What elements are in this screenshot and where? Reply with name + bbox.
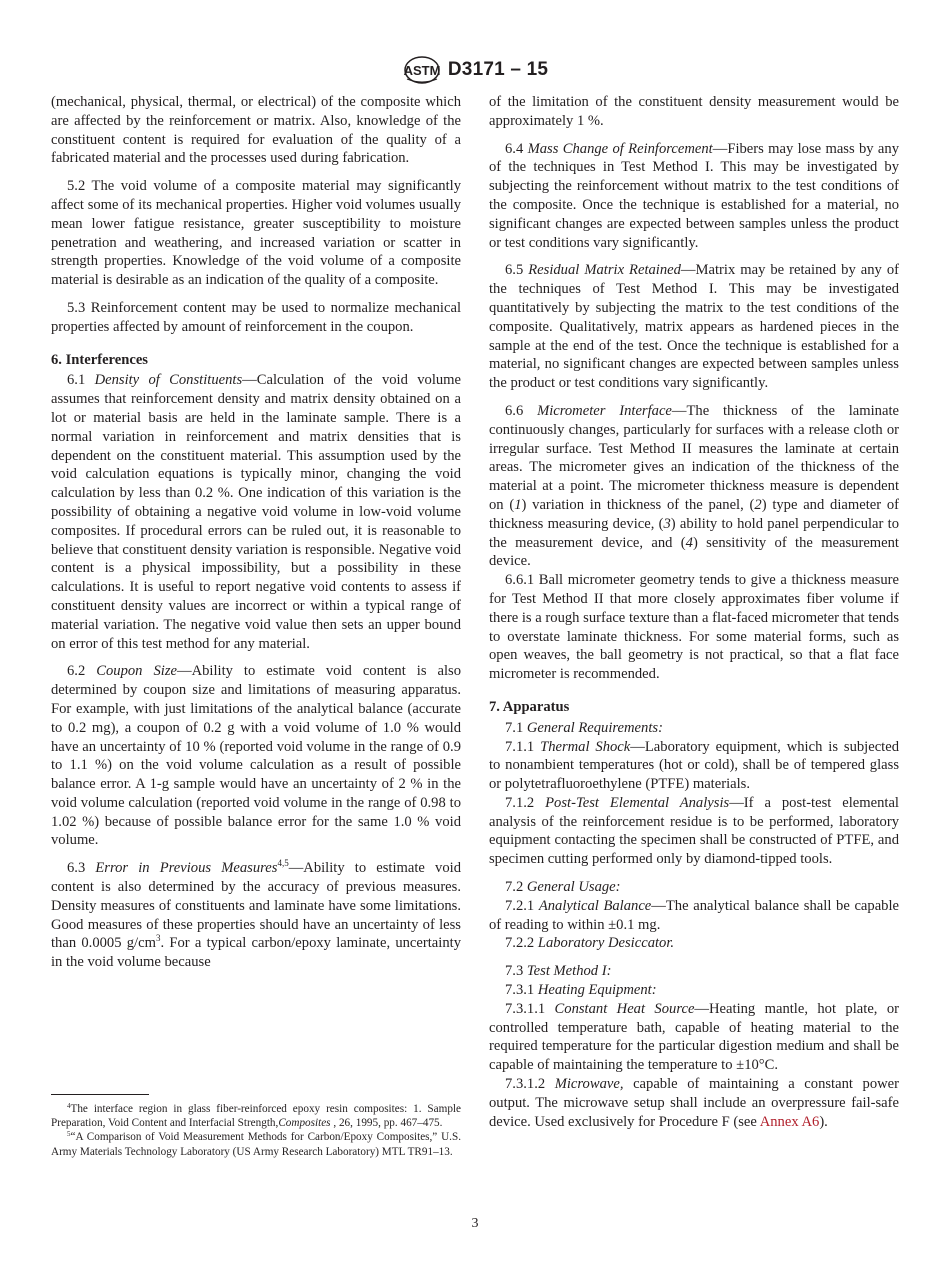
astm-logo-icon	[402, 55, 442, 85]
paragraph-7-1-2: 7.1.2 Post-Test Elemental Analysis—If a post-test elemental analysis of the reinforcement residue is to be performed, laboratory equipment contacting the specimen shall be constructed of PTFE, and specimen cutting performed only by diamond-tipped tools.	[489, 794, 899, 868]
section-heading-apparatus: 7. Apparatus	[489, 698, 570, 715]
paragraph-6-1: 6.1 Density of Constituents—Calculation of the void volume assumes that reinforcement density and matrix density obtained on a lot or material basis are held in the laminate sample. There is a normal variation in reinforcement and matrix densities that is dependent on the constituent material. This assumption used by the void calculation equations is typically minor, changing the void calculation by less than 0.2 %. One indication of this variation is the possibility of obtaining a negative void volume in low-void volume composites. If procedural errors can be ruled out, it is reasonable to believe that constituent density variation is responsible. Negative void content is a physical impossibility, but a possibility in these calculations. It is useful to report negative void contents to assess if constituent density values are incorrect or within a typical range of material variation. The negative void value then sets an upper bound on error of this test method for any material.	[51, 372, 462, 652]
paragraph-title: Micrometer Interface	[537, 402, 672, 419]
paragraph-6-4: 6.4 Mass Change of Reinforcement—Fibers may lose mass by any of the techniques in Test Method I. This may be investigated by subjecting the reinforcement without matrix to the test conditions of the composite. Once the technique is established for a material, no significant changes are expected between samples unless the product or test conditions vary significantly.	[489, 140, 899, 251]
paragraph-7-1: 7.1 General Requirements:	[505, 719, 663, 736]
footnote-5: $^5$“A Comparison of Void Measurement Methods for Carbon/Epoxy Composites,” U.S. Army Materials Technology Laboratory (US Army Research Laboratory) MTL TR91–13.	[51, 1130, 461, 1158]
annex-a6-link[interactable]: Annex A6	[759, 1113, 820, 1130]
paragraph-title: Residual Matrix Retained	[528, 262, 681, 279]
paragraph-title: Mass Change of Reinforcement	[527, 140, 713, 157]
paragraph-7-3-1-1: 7.3.1.1 Constant Heat Source—Heating mantle, hot plate, or controlled temperature bath, capable of heating material to the required temperature for the particular digestion medium and shall be capable of maintaining the temperature to ±10°C.	[489, 1000, 900, 1074]
page-header	[0, 54, 950, 86]
paragraph-6-6-1: 6.6.1 Ball micrometer geometry tends to give a thickness measure for Test Method II that more closely approximates fiber volume if there is a rough surface texture than a flat-faced micrometer that tends to overstate laminate thickness. For some material forms, such as open weaves, the ball geometry is not practical, so that a flat face micrometer is recommended.	[489, 572, 899, 683]
paragraph-title: Error in Previous Measures	[95, 860, 278, 877]
footnote-ref[interactable]: 4,5	[277, 858, 289, 869]
paragraph-6-3: 6.3 Error in Previous Measures$^{4,5}$—Ability to estimate void content is also determined by the accuracy of previous measures. Density measures of constituents and laminate have some limitations. Good measures of these properties should have an uncertainty of less than 0.0005 $g/cm^3$. For a typical carbon/epoxy laminate, uncertainty in the void volume because	[51, 858, 461, 971]
paragraph-7-2-1: 7.2.1 Analytical Balance—The analytical balance shall be capable of reading to within ±0.1 mg.	[489, 897, 899, 933]
paragraph-5-3: 5.3 Reinforcement content may be used to normalize mechanical properties affected by amount of reinforcement in the coupon.	[51, 299, 461, 335]
paragraph-6-5: 6.5 Residual Matrix Retained—Matrix may be retained by any of the techniques of Test Method I. This may be investigated quantitatively by subjecting the matrix to the test conditions of the composite. Qualitatively, matrix appears as hardened pieces in the sample at the end of the test. Once the technique is established for a material, no significant changes are expected between samples unless the product or test conditions vary significantly.	[489, 262, 899, 392]
footnotes	[51, 1102, 461, 1159]
paragraph-7-3: 7.3 Test Method I:	[505, 963, 612, 980]
paragraph-6-3-continued: of the limitation of the constituent density measurement would be approximately 1 %.	[489, 94, 899, 129]
footnote-divider	[51, 1094, 149, 1095]
paragraph-title: Density of Constituents	[94, 372, 243, 389]
svg-text:ASTM: ASTM	[403, 63, 441, 78]
right-column	[489, 93, 899, 1131]
paragraph-6-6: 6.6 Micrometer Interface—The thickness of the laminate continuously changes, particularly for surfaces with a release cloth or irregular surface. Test Method II measures the laminate at certain areas. The micrometer gives an indication of the thickness of the material at a point. The micrometer thickness measure is dependent on (1) variation in thickness of the panel, (2) type and diameter of thickness measuring device, (3) ability to hold panel perpendicular to the measurement device, and (4) sensitivity of the measurement device.	[489, 402, 900, 570]
paragraph-7-2-2: 7.2.2 Laboratory Desiccator.	[505, 935, 675, 952]
paragraph-5-1-continued: (mechanical, physical, thermal, or electrical) of the composite which are affected by the reinforcement or matrix. Also, knowledge of the constituent content is required for evaluation of the quality of a fabricated material and the processes used during fabrication.	[51, 94, 461, 167]
left-column	[51, 93, 461, 972]
paragraph-7-1-1: 7.1.1 Thermal Shock—Laboratory equipment, which is subjected to nonambient temperatures (hot or cold), shall be of tempered glass or polytetrafluoroethylene (PTFE) materials.	[489, 738, 899, 793]
footnote-4: $^4$The interface region in glass fiber-reinforced epoxy resin composites: 1. Sample Preparation, Void Content and Interfacial Strength,Composites , 26, 1995, pp. 467–475.	[51, 1102, 461, 1130]
paragraph-7-3-1-2: 7.3.1.2 Microwave, capable of maintaining a constant power output. The microwave setup shall include an overpressure fail-safe device. Used exclusively for Procedure F (see Annex A6).	[489, 1076, 899, 1130]
paragraph-7-3-1: 7.3.1 Heating Equipment:	[505, 982, 657, 999]
paragraph-5-2: 5.2 The void volume of a composite material may significantly affect some of its mechanical properties. Higher void volumes usually mean lower fatigue resistance, greater susceptibility to moisture penetration and weathering, and increased variation or scatter in strength properties. Knowledge of the void volume of a composite material is desirable as an indication of the quality of a composite.	[51, 178, 461, 289]
paragraph-6-2: 6.2 Coupon Size—Ability to estimate void content is also determined by coupon size and limitations of measuring apparatus. For example, with just limitations of the analytical balance (accurate to 0.2 mg), a coupon of 0.2 g with a void volume of 1.0 % would have an uncertainty of 10 % (reported void volume in the range of 0.9 to 1.1 %) on the void volume calculation as a result of possible balance error. A 1-g sample would have an uncertainty of 2 % in the void volume calculation (reported void volume in the range of 0.98 to 1.02 %) because of possible balance error for the same 1.0 % void volume.	[51, 663, 462, 849]
section-heading-interferences: 6. Interferences	[51, 351, 148, 368]
document-id: D3171 – 15	[447, 59, 549, 80]
page-number: 3	[471, 1216, 479, 1231]
paragraph-title: Coupon Size	[96, 663, 177, 680]
paragraph-7-2: 7.2 General Usage:	[505, 879, 621, 896]
